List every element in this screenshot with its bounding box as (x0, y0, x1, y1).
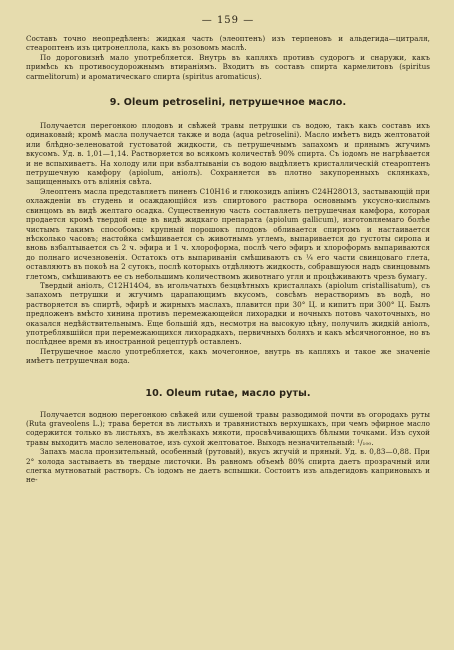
petroselini-paragraph-use: Петрушечное масло употребляется, какъ мочегонное, внутрь въ капляхъ и такое же значеніе имѣетъ петрушечная вода. (26, 346, 430, 366)
section-heading-petroselini: 9. Oleum petroselini, петрушечное масло. (109, 97, 347, 109)
page-number: — 159 — (201, 15, 255, 26)
intro-paragraph-composition: Составъ точно неопредѣленъ: жидкая часть (элеоптенъ) изъ терпеновъ и альдегида—цитраля, стеароптенъ изъ цитронеллола, какъ въ розовомъ маслѣ. (26, 34, 430, 53)
petroselini-paragraph-eleoptene: Элеоптенъ масла представляетъ пиненъ C10H16 и глюкозидъ апіинъ C24H28O13, застывающій при охлажденіи въ студень и осаждающійся изъ спиртового раствора основнымъ уксусно-кислымъ свинцомъ въ видѣ желтаго осадка. Существенную часть составляетъ петрушечная камфора, которая продается кромѣ твердой еще въ видѣ жидкаго препарата (apiolum gallicum), изготовляемаго болѣе чистымъ такимъ способомъ: крупный порошокъ плодовъ обливается спиртомъ и настаивается нѣсколько часовъ; настойка смѣшивается съ животнымъ углемъ, выпаривается до густоты сиропа и вновь взбалтывается съ 2 ч. эфира и 1 ч. хлороформа, послѣ чего эфиръ и хлороформъ выпариваются до полнаго исчезновенія. Остатокъ отъ выпариванія смѣшиваютъ съ ¼ его части свинцоваго глета, оставляютъ въ покоѣ на 2 сутокъ, послѣ которыхъ отдѣляютъ жидкость, собравшуюся надъ свинцовымъ глетомъ, смѣшиваютъ ее съ небольшимъ количествомъ животнаго угля и процѣживаютъ чрезъ бумагу. (26, 186, 430, 281)
rutae-paragraph-preparation: Получается водною перегонкою свѣжей или сушеной травы разводимой почти въ огородахъ руты (Ruta graveolens L.); трава берется въ листьяхъ и травянистыхъ верхушкахъ, при чемъ эфирное масло содержится только въ листьяхъ, въ желѣзкахъ мякоти, просвѣчивающихъ бѣлыми точками. Изъ сухой травы выходитъ масло зеленоватое, изъ сухой желтоватое. Выходъ незначительный: ¹/₁₀₀. (26, 409, 430, 447)
rutae-paragraph-properties: Запахъ масла пронзительный, особенный (рутовый), вкусъ жгучій и пряный. Уд. в. 0,83—0,88. При 2° холода застываетъ въ твердые листочки. Въ равномъ объемѣ 80% спирта даетъ прозрачный или слегка мутноватый растворъ. Съ іодомъ не даетъ вспышки. Состоитъ изъ альдегидовъ каприновыхъ и не- (26, 447, 430, 485)
section-heading-rutae: 10. Oleum rutae, масло руты. (145, 387, 311, 399)
petroselini-paragraph-apiol: Твердый аніолъ, C12H14O4, въ игольчатыхъ безцвѣтныхъ кристаллахъ (apiolum cristallisatum), съ запахомъ петрушки и жгучимъ царапающимъ вкусомъ, совсѣмъ нерастворимъ въ водѣ, но растворяется въ спиртѣ, эфирѣ и жирныхъ маслахъ, плавится при 30° Ц. и кипитъ при 300° Ц. Былъ предложенъ вмѣсто хинина противъ перемежающейся лихорадки и ночныхъ потовъ чахоточныхъ, но оказался недѣйствительнымъ. Еще большій ядъ, несмотря на высокую цѣну, получилъ жидкій аніолъ, употреблявшійся при перемежающихся лихорадкахъ, первичныхъ боляхъ и какъ мѣсячногонное, но въ послѣднее время въ иностранной рецептурѣ оставленъ. (26, 280, 430, 347)
petroselini-paragraph-preparation: Получается перегонкою плодовъ и свѣжей травы петрушки съ водою, такъ какъ составъ ихъ одинаковый; кромѣ масла получается также и вода (aqua petroselini). Масло имѣетъ видъ желтоватой или блѣдно-зеленоватой густоватой жидкости, съ петрушечнымъ запахомъ и прянымъ жгучимъ вкусомъ. Уд. в. 1,01—1,14. Растворяется во всякомъ количествѣ 90% спирта. Съ іодомъ не нагрѣвается и не вспыхиваетъ. На холоду или при взбалтываніи съ водою выдѣляетъ кристаллическій стеароптенъ петрушечную камфору (apiolum, аніолъ). Сохраняется въ плотно закупоренныхъ склянкахъ, защищенныхъ отъ вліянія свѣта. (26, 121, 430, 187)
intro-paragraph-usage: По дороговизнѣ мало употребляется. Внутрь въ капляхъ противъ судорогъ и снаружи, какъ примѣсь къ противосудорожнымъ втираніямъ. Входитъ въ составъ спирта кармелитовъ (spiritus carmelitorum) и ароматическаго спирта (spiritus aromaticus). (26, 52, 430, 81)
